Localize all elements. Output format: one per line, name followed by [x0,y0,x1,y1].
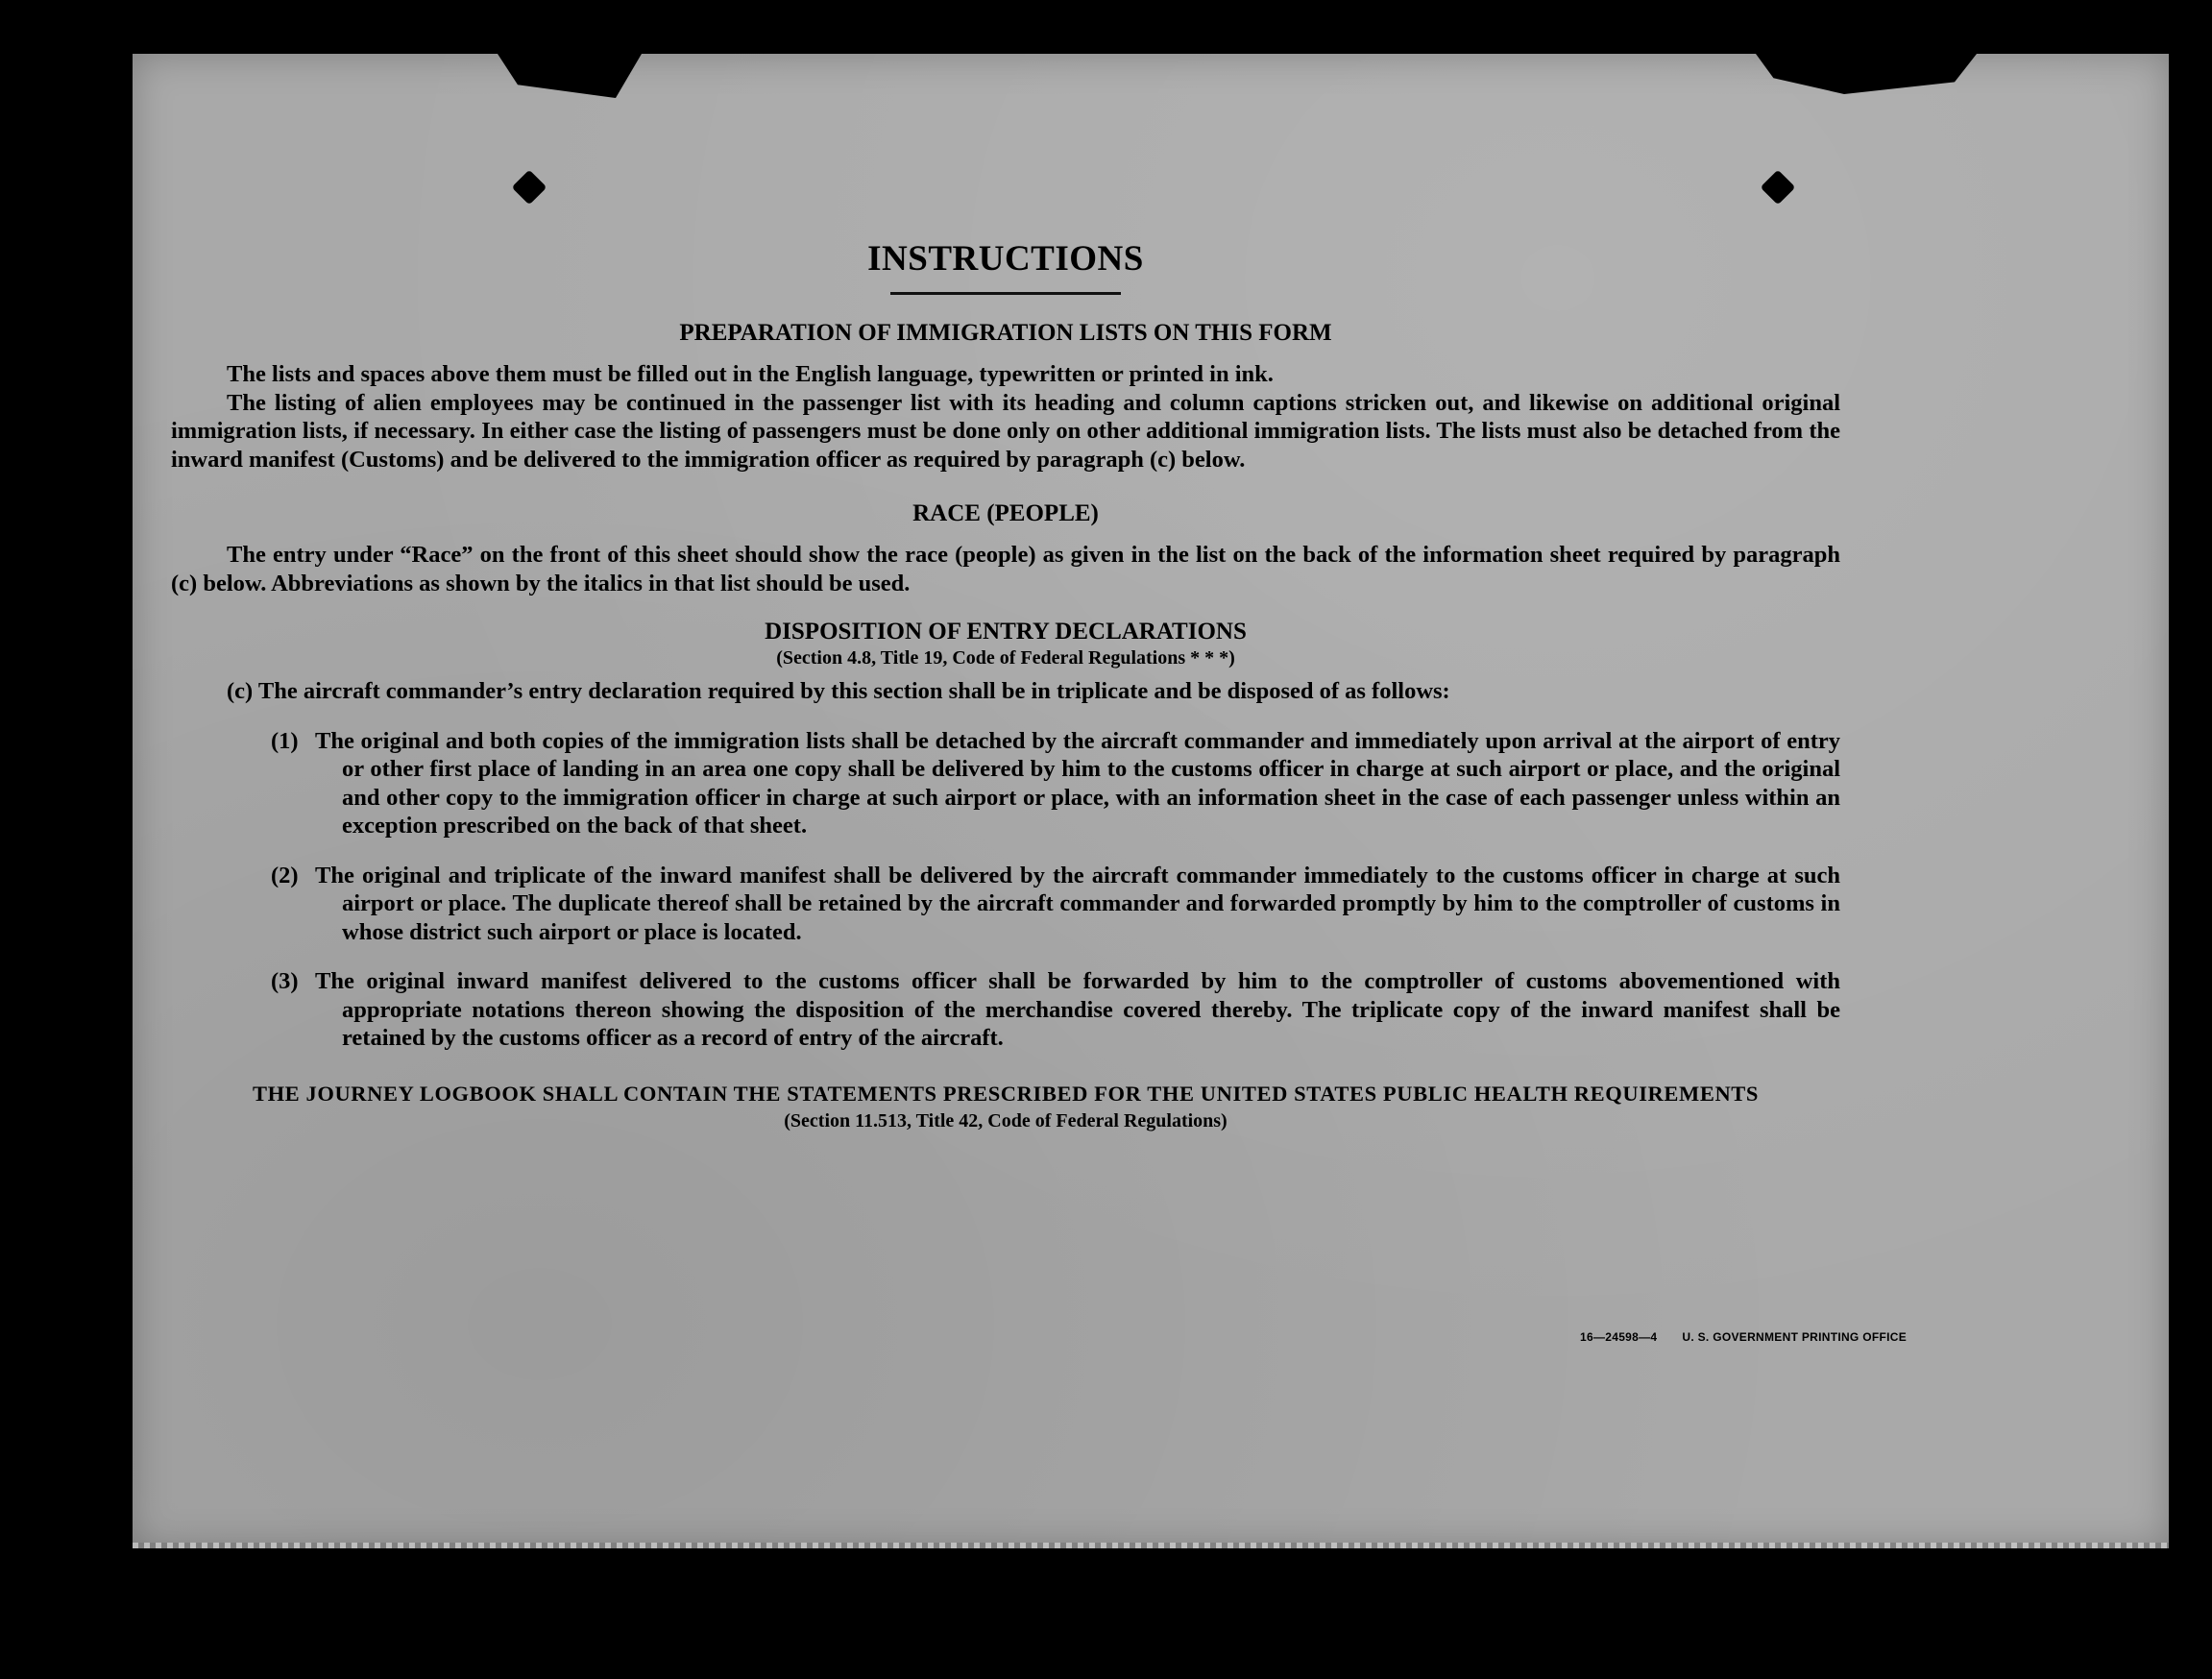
instructions-content [171,238,1840,1132]
punch-hole [512,170,547,206]
torn-edge-notch [498,54,642,98]
title-underline [890,292,1121,295]
preparation-paragraph-1: The lists and spaces above them must be filled out in the English language, typewritten or printed in ink. [227,361,1274,387]
health-statement: THE JOURNEY LOGBOOK SHALL CONTAIN THE STATEMENTS PRESCRIBED FOR THE UNITED STATES PUBLIC HEALTH REQUIREMENTS [252,1081,1760,1106]
printer-imprint [1580,1330,1907,1344]
list-item-number: (2) [271,862,299,888]
list-item-text: The original inward manifest delivered to the customs officer shall be forwarded by him to the comptroller of customs abovementioned with appropriate notations thereon showing the disposition of the merchandise covered thereby. The triplicate copy of the inward manifest shall be retained by the customs officer as a record of entry of the aircraft. [315,968,1840,1051]
race-heading: RACE (PEOPLE) [912,500,1099,526]
disposition-items [171,727,1840,1053]
perforated-edge [133,1543,2169,1548]
preparation-paragraph-2: The listing of alien employees may be continued in the passenger list with its heading and column captions stricken out, and likewise on additional original immigration lists, if necessary. In either case the listing of passengers must be done only on other additional immigration lists. The lists must also be detached from the inward manifest (Customs) and be delivered to the immigration officer as required by paragraph (c) below. [171,389,1840,473]
list-item-number: (3) [271,968,299,994]
punch-hole [1761,170,1796,206]
list-item-number: (1) [271,727,299,754]
list-item-text: The original and triplicate of the inward manifest shall be delivered by the aircraft commander immediately to the customs officer in charge at such airport or place. The duplicate thereof shall be retained by the aircraft commander and forwarded promptly by him to the comptroller of customs in whose district such airport or place is located. [315,862,1840,945]
list-item [271,862,1840,947]
list-item-text: The original and both copies of the immigration lists shall be detached by the aircraft commander and immediately upon arrival at the airport of entry or other first place of landing in an area one copy shall be delivered by him to the customs officer in charge at such airport or place, and the original and other copy to the immigration officer in charge at such airport or place, with an information sheet in the case of each passenger unless within an exception prescribed on the back of that sheet. [315,727,1840,839]
torn-edge-notch [1756,54,1977,94]
disposition-intro: (c) The aircraft commander’s entry declaration required by this section shall be in triplicate and be disposed of as follows: [227,678,1450,704]
disposition-citation: (Section 4.8, Title 19, Code of Federal Regulations * * *) [776,647,1235,669]
health-citation: (Section 11.513, Title 42, Code of Federal Regulations) [784,1109,1228,1132]
preparation-heading: PREPARATION OF IMMIGRATION LISTS ON THIS FORM [679,320,1332,346]
imprint-code: 16—24598—4 [1580,1330,1658,1344]
page-title: INSTRUCTIONS [867,239,1144,279]
disposition-heading: DISPOSITION OF ENTRY DECLARATIONS [765,619,1247,645]
list-item [271,727,1840,840]
list-item [271,967,1840,1053]
race-paragraph: The entry under “Race” on the front of this sheet should show the race (people) as given in the list on the back of the information sheet required by paragraph (c) below. Abbreviations as shown by the italics in that list should be used. [171,542,1840,596]
imprint-office: U. S. GOVERNMENT PRINTING OFFICE [1682,1330,1907,1344]
